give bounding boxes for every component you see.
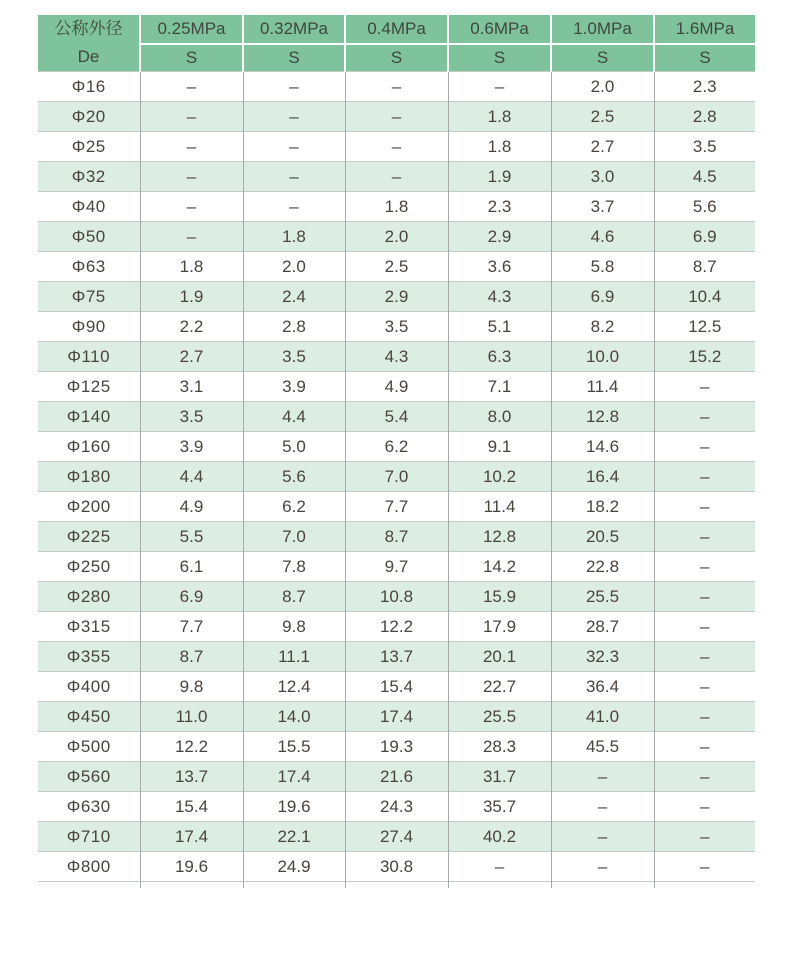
value-cell: 18.2 — [551, 492, 654, 522]
value-cell: 17.4 — [243, 762, 345, 792]
value-cell: 15.4 — [140, 792, 243, 822]
value-cell: 3.5 — [654, 132, 755, 162]
de-cell: Φ315 — [38, 612, 140, 642]
table-row — [38, 252, 755, 282]
header-s: S — [654, 44, 755, 72]
header-row-pressures — [38, 15, 755, 44]
de-cell: Φ125 — [38, 372, 140, 402]
table-row — [38, 372, 755, 402]
de-cell: Φ225 — [38, 522, 140, 552]
value-cell: 4.9 — [140, 492, 243, 522]
value-cell: 2.7 — [140, 342, 243, 372]
value-cell: 4.3 — [345, 342, 448, 372]
value-cell: – — [243, 192, 345, 222]
value-cell: – — [654, 432, 755, 462]
value-cell: 6.9 — [654, 222, 755, 252]
header-pressure-032: 0.32MPa — [243, 15, 345, 44]
value-cell: 7.7 — [345, 492, 448, 522]
value-cell: 22.1 — [243, 822, 345, 852]
value-cell: 17.4 — [140, 822, 243, 852]
table-row — [38, 492, 755, 522]
de-cell: Φ20 — [38, 102, 140, 132]
header-diameter-sub: De — [77, 47, 100, 66]
value-cell: 13.7 — [140, 762, 243, 792]
de-cell: Φ355 — [38, 642, 140, 672]
value-cell: – — [551, 822, 654, 852]
value-cell: 3.0 — [551, 162, 654, 192]
value-cell: – — [654, 462, 755, 492]
value-cell: 1.8 — [243, 222, 345, 252]
value-cell: 3.7 — [551, 192, 654, 222]
value-cell: 19.3 — [345, 732, 448, 762]
value-cell: 6.1 — [140, 552, 243, 582]
value-cell: 14.0 — [243, 702, 345, 732]
de-cell: Φ50 — [38, 222, 140, 252]
value-cell: 1.8 — [448, 102, 551, 132]
header-pressure-025: 0.25MPa — [140, 15, 243, 44]
table-row — [38, 162, 755, 192]
de-cell: Φ630 — [38, 792, 140, 822]
value-cell: 8.0 — [448, 402, 551, 432]
header-s: S — [448, 44, 551, 72]
value-cell: – — [654, 612, 755, 642]
value-cell: 11.0 — [140, 702, 243, 732]
de-cell: Φ32 — [38, 162, 140, 192]
value-cell: 25.5 — [551, 582, 654, 612]
table-row — [38, 822, 755, 852]
table-row — [38, 732, 755, 762]
value-cell: 11.4 — [448, 492, 551, 522]
value-cell: 3.5 — [140, 402, 243, 432]
value-cell: 10.2 — [448, 462, 551, 492]
table-header — [38, 15, 755, 72]
de-cell: Φ75 — [38, 282, 140, 312]
value-cell: 5.6 — [654, 192, 755, 222]
column-line-stub — [448, 881, 449, 888]
value-cell: 17.9 — [448, 612, 551, 642]
value-cell: 35.7 — [448, 792, 551, 822]
value-cell: – — [654, 522, 755, 552]
value-cell: 11.4 — [551, 372, 654, 402]
value-cell: 2.0 — [551, 72, 654, 102]
value-cell: 6.9 — [140, 582, 243, 612]
value-cell: 2.9 — [345, 282, 448, 312]
value-cell: 2.7 — [551, 132, 654, 162]
value-cell: 4.4 — [243, 402, 345, 432]
value-cell: 5.4 — [345, 402, 448, 432]
table-row — [38, 522, 755, 552]
column-line-stub — [551, 881, 552, 888]
value-cell: – — [448, 72, 551, 102]
value-cell: 4.5 — [654, 162, 755, 192]
value-cell: – — [654, 402, 755, 432]
value-cell: 40.2 — [448, 822, 551, 852]
value-cell: 17.4 — [345, 702, 448, 732]
de-cell: Φ40 — [38, 192, 140, 222]
de-cell: Φ560 — [38, 762, 140, 792]
table-row — [38, 282, 755, 312]
table-row — [38, 702, 755, 732]
value-cell: 4.4 — [140, 462, 243, 492]
value-cell: 6.9 — [551, 282, 654, 312]
value-cell: – — [654, 642, 755, 672]
column-line-stub — [243, 881, 244, 888]
value-cell: 25.5 — [448, 702, 551, 732]
value-cell: 8.7 — [654, 252, 755, 282]
value-cell: – — [654, 672, 755, 702]
value-cell: – — [243, 102, 345, 132]
value-cell: 12.8 — [551, 402, 654, 432]
value-cell: 15.9 — [448, 582, 551, 612]
table-row — [38, 762, 755, 792]
de-cell: Φ450 — [38, 702, 140, 732]
de-cell: Φ110 — [38, 342, 140, 372]
value-cell: 2.5 — [345, 252, 448, 282]
value-cell: – — [345, 132, 448, 162]
value-cell: – — [140, 192, 243, 222]
value-cell: 31.7 — [448, 762, 551, 792]
column-line-stub — [654, 881, 655, 888]
value-cell: – — [654, 822, 755, 852]
value-cell: 1.9 — [140, 282, 243, 312]
de-cell: Φ90 — [38, 312, 140, 342]
value-cell: 6.2 — [243, 492, 345, 522]
value-cell: – — [243, 162, 345, 192]
de-cell: Φ16 — [38, 72, 140, 102]
table-row — [38, 402, 755, 432]
value-cell: 4.6 — [551, 222, 654, 252]
value-cell: 20.5 — [551, 522, 654, 552]
value-cell: 9.1 — [448, 432, 551, 462]
value-cell: – — [448, 852, 551, 882]
header-diameter-label: 公称外径 — [54, 19, 123, 38]
value-cell: 2.4 — [243, 282, 345, 312]
value-cell: 6.2 — [345, 432, 448, 462]
value-cell: 10.0 — [551, 342, 654, 372]
value-cell: 5.8 — [551, 252, 654, 282]
value-cell: 7.0 — [345, 462, 448, 492]
value-cell: 7.1 — [448, 372, 551, 402]
value-cell: 2.0 — [243, 252, 345, 282]
value-cell: 19.6 — [140, 852, 243, 882]
value-cell: 5.1 — [448, 312, 551, 342]
value-cell: – — [140, 222, 243, 252]
value-cell: 3.9 — [243, 372, 345, 402]
table-row — [38, 222, 755, 252]
value-cell: 11.1 — [243, 642, 345, 672]
table-row — [38, 462, 755, 492]
value-cell: 1.8 — [448, 132, 551, 162]
table-row — [38, 792, 755, 822]
value-cell: 2.8 — [654, 102, 755, 132]
header-pressure-16: 1.6MPa — [654, 15, 755, 44]
de-cell: Φ140 — [38, 402, 140, 432]
value-cell: – — [654, 552, 755, 582]
table-row — [38, 72, 755, 102]
value-cell: 12.5 — [654, 312, 755, 342]
header-pressure-10: 1.0MPa — [551, 15, 654, 44]
header-s: S — [551, 44, 654, 72]
value-cell: – — [551, 852, 654, 882]
column-line-stub — [345, 881, 346, 888]
table-row — [38, 582, 755, 612]
value-cell: 30.8 — [345, 852, 448, 882]
value-cell: – — [551, 762, 654, 792]
header-s: S — [243, 44, 345, 72]
value-cell: 32.3 — [551, 642, 654, 672]
value-cell: 12.2 — [140, 732, 243, 762]
value-cell: – — [345, 162, 448, 192]
value-cell: 28.7 — [551, 612, 654, 642]
value-cell: 1.8 — [345, 192, 448, 222]
value-cell: 3.1 — [140, 372, 243, 402]
value-cell: 12.4 — [243, 672, 345, 702]
value-cell: – — [654, 582, 755, 612]
value-cell: 27.4 — [345, 822, 448, 852]
value-cell: – — [654, 732, 755, 762]
value-cell: 41.0 — [551, 702, 654, 732]
value-cell: 9.8 — [140, 672, 243, 702]
value-cell: – — [654, 702, 755, 732]
value-cell: 14.6 — [551, 432, 654, 462]
de-cell: Φ25 — [38, 132, 140, 162]
value-cell: 3.9 — [140, 432, 243, 462]
value-cell: 16.4 — [551, 462, 654, 492]
value-cell: – — [654, 492, 755, 522]
value-cell: – — [140, 102, 243, 132]
value-cell: 12.8 — [448, 522, 551, 552]
de-cell: Φ63 — [38, 252, 140, 282]
value-cell: 10.8 — [345, 582, 448, 612]
value-cell: 15.4 — [345, 672, 448, 702]
value-cell: 19.6 — [243, 792, 345, 822]
column-line-stub — [140, 881, 141, 888]
table-row — [38, 312, 755, 342]
value-cell: 8.2 — [551, 312, 654, 342]
table-row — [38, 612, 755, 642]
value-cell: – — [140, 72, 243, 102]
value-cell: 2.0 — [345, 222, 448, 252]
value-cell: 3.6 — [448, 252, 551, 282]
value-cell: 7.7 — [140, 612, 243, 642]
de-cell: Φ710 — [38, 822, 140, 852]
value-cell: 1.8 — [140, 252, 243, 282]
table-row — [38, 672, 755, 702]
table-row — [38, 642, 755, 672]
value-cell: 10.4 — [654, 282, 755, 312]
value-cell: 15.5 — [243, 732, 345, 762]
value-cell: 2.9 — [448, 222, 551, 252]
header-row-s — [38, 44, 755, 72]
header-s: S — [140, 44, 243, 72]
value-cell: 15.2 — [654, 342, 755, 372]
value-cell: 2.3 — [654, 72, 755, 102]
value-cell: 28.3 — [448, 732, 551, 762]
value-cell: 12.2 — [345, 612, 448, 642]
value-cell: 22.7 — [448, 672, 551, 702]
value-cell: – — [654, 852, 755, 882]
value-cell: 5.0 — [243, 432, 345, 462]
value-cell: 2.5 — [551, 102, 654, 132]
value-cell: 3.5 — [243, 342, 345, 372]
header-diameter — [38, 15, 140, 72]
value-cell: 3.5 — [345, 312, 448, 342]
de-cell: Φ500 — [38, 732, 140, 762]
value-cell: – — [654, 762, 755, 792]
table-row — [38, 552, 755, 582]
header-s: S — [345, 44, 448, 72]
value-cell: 2.8 — [243, 312, 345, 342]
value-cell: 14.2 — [448, 552, 551, 582]
value-cell: 36.4 — [551, 672, 654, 702]
pipe-wall-thickness-table — [38, 15, 755, 882]
value-cell: 24.3 — [345, 792, 448, 822]
value-cell: 5.5 — [140, 522, 243, 552]
value-cell: – — [140, 132, 243, 162]
table-row — [38, 342, 755, 372]
de-cell: Φ280 — [38, 582, 140, 612]
value-cell: 9.7 — [345, 552, 448, 582]
de-cell: Φ250 — [38, 552, 140, 582]
table-row — [38, 102, 755, 132]
value-cell: – — [654, 372, 755, 402]
de-cell: Φ800 — [38, 852, 140, 882]
header-pressure-06: 0.6MPa — [448, 15, 551, 44]
table-body — [38, 72, 755, 882]
value-cell: – — [243, 132, 345, 162]
value-cell: 8.7 — [345, 522, 448, 552]
value-cell: 2.2 — [140, 312, 243, 342]
value-cell: 9.8 — [243, 612, 345, 642]
value-cell: 22.8 — [551, 552, 654, 582]
value-cell: 1.9 — [448, 162, 551, 192]
value-cell: 2.3 — [448, 192, 551, 222]
value-cell: 45.5 — [551, 732, 654, 762]
value-cell: 24.9 — [243, 852, 345, 882]
value-cell: – — [551, 792, 654, 822]
value-cell: 8.7 — [243, 582, 345, 612]
value-cell: – — [243, 72, 345, 102]
value-cell: 4.9 — [345, 372, 448, 402]
value-cell: – — [345, 72, 448, 102]
value-cell: 5.6 — [243, 462, 345, 492]
value-cell: 6.3 — [448, 342, 551, 372]
de-cell: Φ180 — [38, 462, 140, 492]
table-row — [38, 852, 755, 882]
table-row — [38, 432, 755, 462]
de-cell: Φ200 — [38, 492, 140, 522]
value-cell: 8.7 — [140, 642, 243, 672]
table-row — [38, 192, 755, 222]
header-pressure-04: 0.4MPa — [345, 15, 448, 44]
value-cell: – — [654, 792, 755, 822]
value-cell: 4.3 — [448, 282, 551, 312]
value-cell: – — [140, 162, 243, 192]
value-cell: 7.0 — [243, 522, 345, 552]
value-cell: 13.7 — [345, 642, 448, 672]
de-cell: Φ160 — [38, 432, 140, 462]
table-row — [38, 132, 755, 162]
data-table — [38, 15, 755, 882]
value-cell: 20.1 — [448, 642, 551, 672]
value-cell: 21.6 — [345, 762, 448, 792]
de-cell: Φ400 — [38, 672, 140, 702]
value-cell: – — [345, 102, 448, 132]
value-cell: 7.8 — [243, 552, 345, 582]
